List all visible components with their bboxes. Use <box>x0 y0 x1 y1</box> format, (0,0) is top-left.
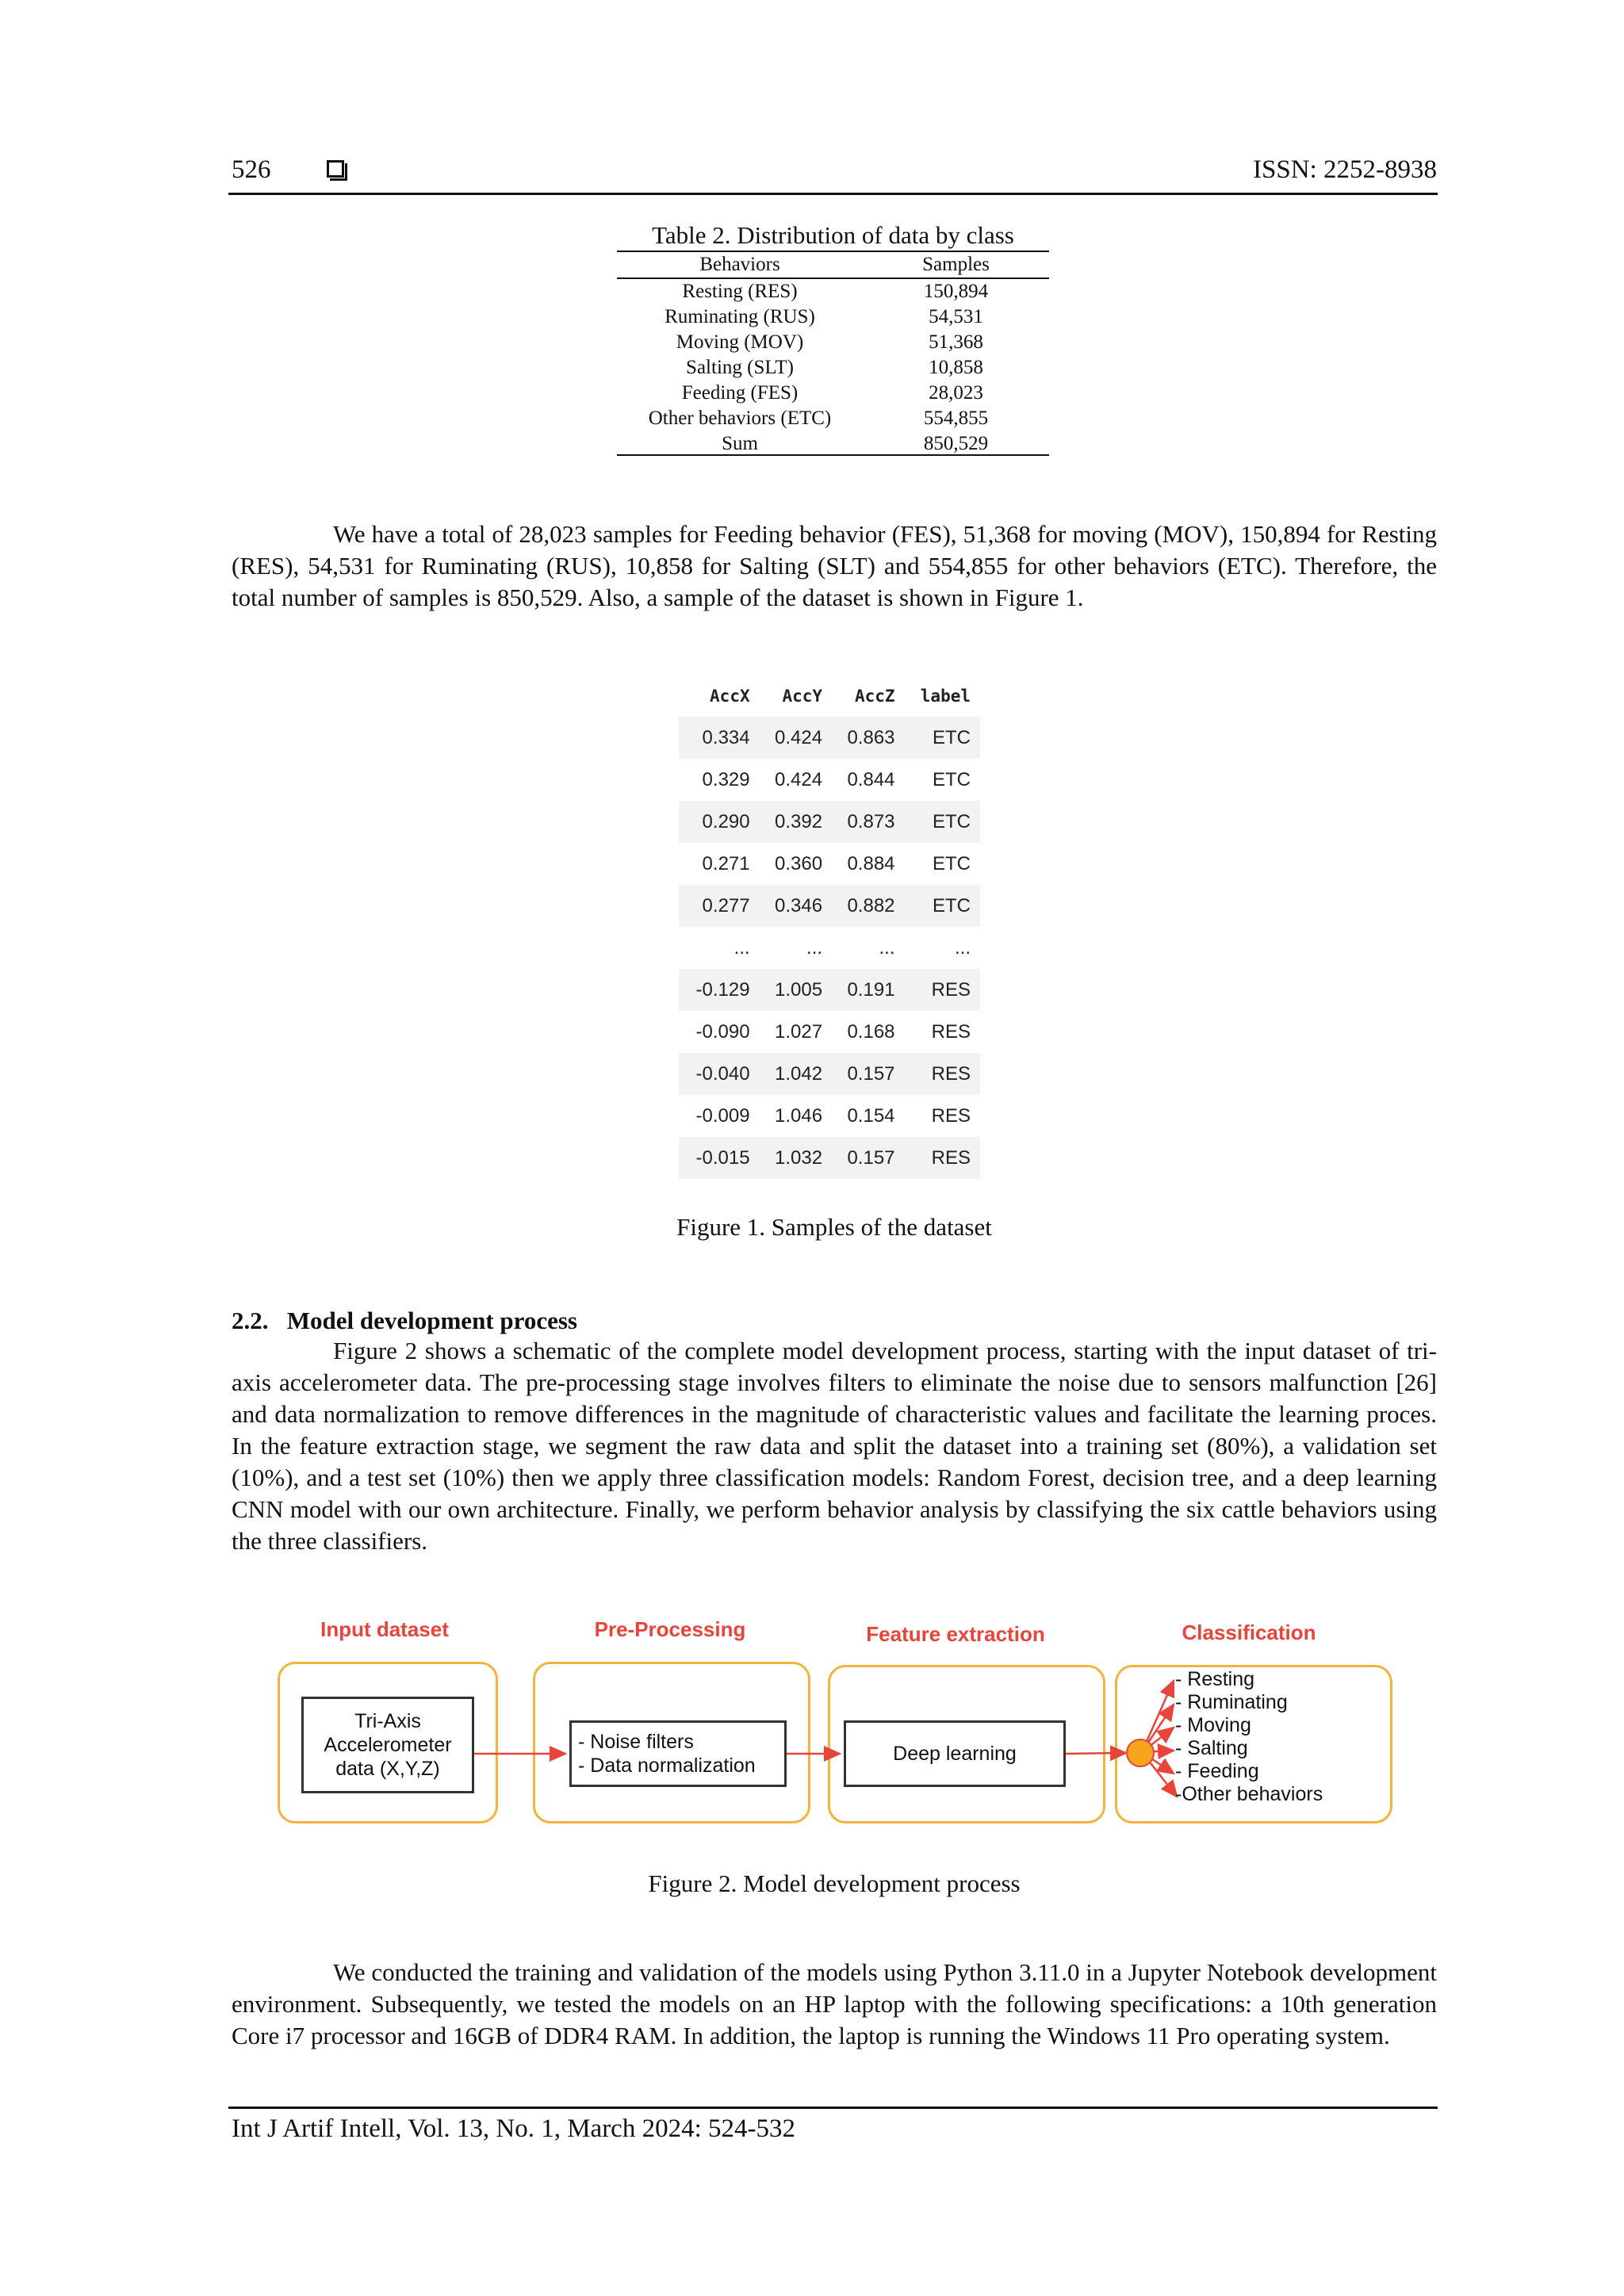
figure1-cell: 0.882 <box>832 885 904 927</box>
table-row <box>617 355 1049 381</box>
table-row <box>679 885 980 927</box>
table-row <box>679 1137 980 1179</box>
figure1-cell: RES <box>905 1053 980 1095</box>
figure1-dataset-table <box>679 675 980 1179</box>
figure1-cell: ... <box>806 936 823 959</box>
figure1-col-accy: AccY <box>782 687 823 706</box>
table2-cell: 850,529 <box>923 433 989 454</box>
figure1-cell: ETC <box>933 852 971 874</box>
paragraph-3-text: We conducted the training and validation of the models using Python 3.11.0 in a Jupyter Notebook development environment. Subsequently, we tested the models on an HP laptop with the following specifications: a 10th generation Core i7 processor and 16GB of DDR4 RAM. In addition, the laptop is running the Windows 11 Pro operating system. <box>232 1958 1437 2049</box>
table2-cell: Ruminating (RUS) <box>665 306 815 327</box>
class-salting: - Salting <box>1175 1737 1248 1759</box>
figure1-cell: -0.090 <box>695 1020 750 1043</box>
table2-cell: 554,855 <box>923 408 989 429</box>
figure2-diagram <box>270 1617 1396 1839</box>
table-row <box>679 717 980 759</box>
figure1-cell: 1.042 <box>760 1053 832 1095</box>
figure1-cell: 0.271 <box>702 852 750 874</box>
figure1-cell: ETC <box>905 717 980 759</box>
section-title: 2.2. Model development process <box>232 1307 577 1334</box>
figure1-cell: ... <box>954 936 971 959</box>
footer-rule <box>228 2107 1438 2109</box>
paragraph-1-text: We have a total of 28,023 samples for Feeding behavior (FES), 51,368 for moving (MOV), 150,894 for Resting (RES), 54,531 for Ruminating (RUS), 10,858 for Salting (SLT) and 554,855 for other behaviors (ETC). Therefore, the total number of samples is 850,529. Also, a sample of the dataset is shown in Figure 1. <box>232 520 1437 611</box>
preprocessing-line-1: - Noise filters <box>578 1731 694 1753</box>
paragraph-2-text: Figure 2 shows a schematic of the complete model development process, starting with the input dataset of tri-axis accelerometer data. The pre-processing stage involves filters to eliminate the noise due to sensors malfunction [26] and data normalization to remove differences in the magnitude of characteristic values and facilitate the learning proces. In the feature extraction stage, we segment the raw data and split the dataset into a training set (80%), a validation set (10%), and a test set (10%) then we apply three classification models: Random Forest, decision tree, and a deep learning CNN model with our own architecture. Finally, we perform behavior analysis by classifying the six cattle behaviors using the three classifiers. <box>232 1337 1437 1555</box>
figure1-cell: ETC <box>905 801 980 843</box>
figure1-cell: RES <box>905 969 980 1011</box>
figure1-cell: ETC <box>905 885 980 927</box>
input-line-2: Accelerometer <box>324 1734 452 1756</box>
table2-cell: Resting (RES) <box>682 281 798 302</box>
header-square-icon <box>327 160 344 178</box>
table2-cell: 150,894 <box>923 281 989 302</box>
footer-citation: Int J Artif Intell, Vol. 13, No. 1, March 2024: 524-532 <box>232 2114 795 2143</box>
figure1-cell: RES <box>931 1104 971 1127</box>
class-ruminating: - Ruminating <box>1175 1691 1288 1713</box>
table2-cell: Moving (MOV) <box>676 331 804 353</box>
class-resting: - Resting <box>1175 1668 1255 1690</box>
figure1-header-row <box>679 675 980 717</box>
figure1-cell: 0.346 <box>760 885 832 927</box>
table2-col-samples: Samples <box>863 252 1049 278</box>
figure1-cell: 1.027 <box>775 1020 823 1043</box>
table-row <box>617 381 1049 406</box>
figure1-cell: -0.015 <box>679 1137 760 1179</box>
figure1-cell: ... <box>733 936 750 959</box>
figure1-cell: RES <box>931 1020 971 1043</box>
figure1-cell: 0.290 <box>679 801 760 843</box>
figure1-cell: 1.032 <box>760 1137 832 1179</box>
classifier-node <box>1127 1739 1154 1766</box>
table2-caption: Table 2. Distribution of data by class <box>652 221 1014 249</box>
table-row <box>679 801 980 843</box>
figure1-table <box>679 675 980 1179</box>
header-rule <box>228 193 1438 195</box>
table-row <box>679 759 980 801</box>
table-row <box>679 969 980 1011</box>
figure1-cell: ... <box>879 936 895 959</box>
table2-cell: 28,023 <box>929 382 983 404</box>
class-fan-arrows <box>1142 1681 1177 1797</box>
figure2-caption: Figure 2. Model development process <box>648 1869 1021 1897</box>
stage-title-feature: Feature extraction <box>866 1622 1045 1646</box>
figure1-cell: 0.360 <box>775 852 823 874</box>
figure1-cell: 0.154 <box>847 1104 895 1127</box>
feature-box-label: Deep learning <box>893 1743 1017 1765</box>
figure1-cell: RES <box>905 1137 980 1179</box>
table2-cell: Other behaviors (ETC) <box>648 408 832 429</box>
figure1-cell: 1.005 <box>760 969 832 1011</box>
table-row <box>679 1095 980 1137</box>
figure1-cell: 0.844 <box>847 768 895 790</box>
figure1-cell: -0.129 <box>679 969 760 1011</box>
issn: ISSN: 2252-8938 <box>1253 155 1437 184</box>
figure1-col-accz: AccZ <box>854 687 895 706</box>
table2-cell: Sum <box>722 433 758 454</box>
paragraph-3 <box>232 1957 1437 2052</box>
figure1-cell: 0.424 <box>775 768 823 790</box>
page-number: 526 <box>232 155 271 184</box>
paragraph-2 <box>232 1335 1437 1557</box>
figure1-cell: 0.157 <box>832 1053 904 1095</box>
table-row <box>679 927 980 969</box>
figure1-cell: 1.046 <box>775 1104 823 1127</box>
table-row <box>617 304 1049 330</box>
table2-cell: 54,531 <box>929 306 983 327</box>
figure1-caption: Figure 1. Samples of the dataset <box>676 1213 992 1241</box>
arrow-feature-to-class <box>1066 1753 1126 1754</box>
stage-title-input: Input dataset <box>320 1617 449 1641</box>
class-other: -Other behaviors <box>1175 1783 1323 1805</box>
figure1-cell: 0.191 <box>832 969 904 1011</box>
stage-title-preprocessing: Pre-Processing <box>594 1617 746 1641</box>
table2-cell: 10,858 <box>929 357 983 378</box>
figure1-col-accx: AccX <box>710 687 750 706</box>
class-feeding: - Feeding <box>1175 1760 1259 1782</box>
figure1-col-label: label <box>920 687 971 706</box>
figure1-cell: -0.009 <box>695 1104 750 1127</box>
figure1-cell: 0.424 <box>760 717 832 759</box>
class-list <box>1175 1668 1323 1806</box>
table-row <box>679 1053 980 1095</box>
table2-cell: Feeding (FES) <box>681 382 799 404</box>
figure1-cell: 0.157 <box>832 1137 904 1179</box>
figure1-cell: 0.334 <box>679 717 760 759</box>
figure1-cell: 0.392 <box>760 801 832 843</box>
table-row <box>617 278 1049 304</box>
paragraph-1 <box>232 519 1437 614</box>
figure1-cell: -0.040 <box>679 1053 760 1095</box>
table-row <box>617 330 1049 355</box>
table2-col-behaviors: Behaviors <box>617 252 863 278</box>
table2-cell: Salting (SLT) <box>686 357 794 378</box>
class-moving: - Moving <box>1175 1714 1251 1736</box>
input-line-3: data (X,Y,Z) <box>335 1758 440 1780</box>
table2 <box>617 252 1049 457</box>
table2-header-row <box>617 252 1049 278</box>
input-line-1: Tri-Axis <box>354 1710 421 1732</box>
preprocessing-line-2: - Data normalization <box>578 1755 756 1777</box>
figure1-cell: ETC <box>933 768 971 790</box>
figure1-cell: 0.329 <box>702 768 750 790</box>
table-row <box>617 406 1049 431</box>
table2-cell: 51,368 <box>929 331 983 353</box>
table-row <box>617 431 1049 457</box>
figure1-cell: 0.168 <box>847 1020 895 1043</box>
figure1-cell: 0.884 <box>847 852 895 874</box>
figure1-cell: 0.277 <box>679 885 760 927</box>
figure1-cell: 0.863 <box>832 717 904 759</box>
table-row <box>679 1011 980 1053</box>
table-row <box>679 843 980 885</box>
table2-bottom-rule <box>617 454 1049 456</box>
stage-title-classification: Classification <box>1182 1621 1316 1644</box>
figure1-cell: 0.873 <box>832 801 904 843</box>
